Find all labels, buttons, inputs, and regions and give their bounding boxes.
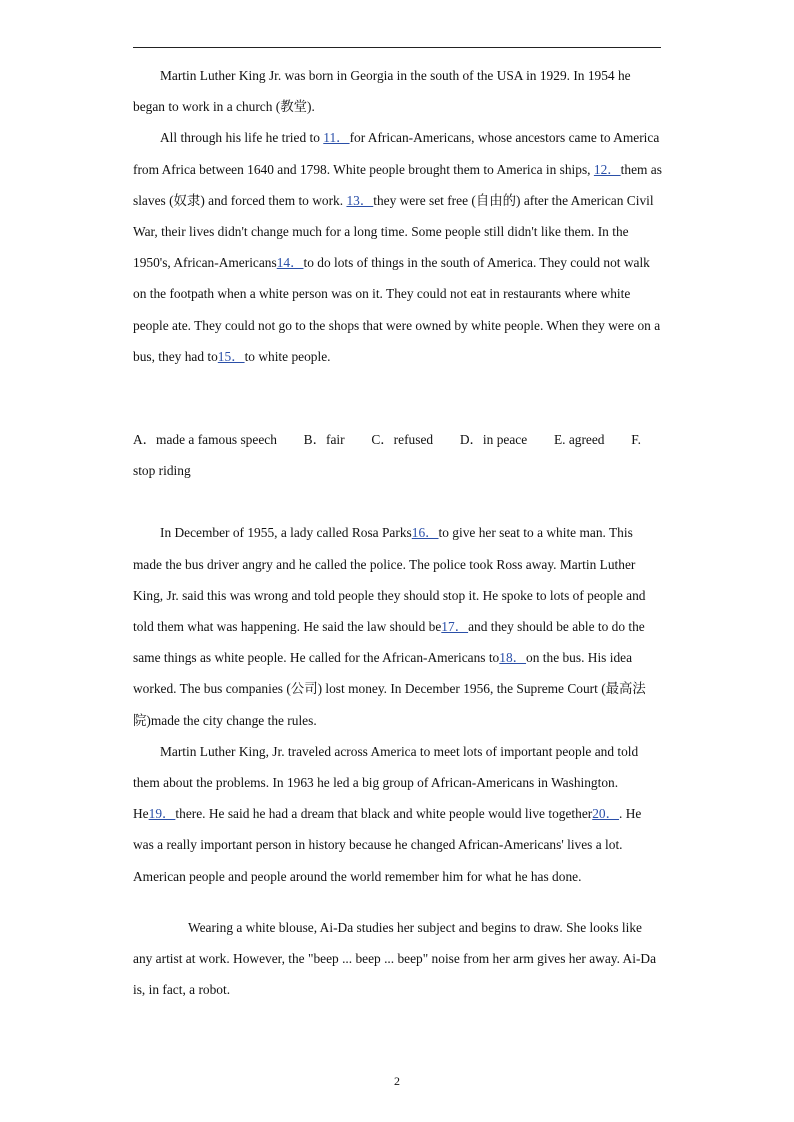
- text-segment: to do lots of things in the south of America. They could not walk on the footpath when a white person was on it. They could not eat in restaurants where white people ate. They could not go to the shops that were owned by white people. When they were on a bus, they had to: [133, 255, 661, 364]
- passage3-paragraph1: Wearing a white blouse, Ai-Da studies her subject and begins to draw. She looks like any artist at work. However, the "beep ... beep ... beep" noise from her arm gives her away. Ai-Da is, in fact, a robot.: [133, 919, 657, 998]
- text-segment: there. He said he had a dream that black and white people would live together: [175, 806, 593, 822]
- text-segment: . He was a really important person in history because he changed African-Americans' lives a lot. American people and people around the world remember him for what he has done.: [133, 806, 642, 884]
- blank-20[interactable]: 20．: [592, 806, 620, 822]
- spacer: [133, 486, 663, 517]
- blank-19[interactable]: 19．: [148, 806, 176, 822]
- blank-15[interactable]: 15．: [217, 348, 245, 364]
- text-segment: they were set free (自由的) after the American Civil War, their lives didn't change much for a long time. Some people still didn't like them. In the 1950's, African-Americans: [133, 192, 654, 271]
- blank-11[interactable]: 11．: [323, 130, 350, 146]
- spacer: [133, 372, 663, 424]
- passage2-paragraph2: [133, 736, 663, 892]
- blank-18[interactable]: 18．: [499, 650, 527, 666]
- blank-13[interactable]: 13．: [346, 192, 374, 208]
- document-page: [133, 60, 663, 1005]
- answer-options: A．made a famous speech B．fair C．refused D．in peace E. agreed F. stop riding: [133, 432, 642, 479]
- spacer: [133, 892, 663, 912]
- text-segment: All through his life he tried to: [160, 130, 324, 146]
- text-segment: and they should be able to do the same things as white people. He called for the African-Americans to: [133, 619, 645, 666]
- blank-14[interactable]: 14．: [276, 255, 304, 271]
- text-segment: to white people.: [244, 348, 331, 364]
- passage1-paragraph1: Martin Luther King Jr. was born in Georgia in the south of the USA in 1929. In 1954 he began to work in a church (教堂).: [133, 68, 631, 115]
- text-segment: on the bus. His idea worked. The bus companies (公司) lost money. In December 1956, the Supreme Court (最高法院)made the city change the rules.: [133, 650, 646, 728]
- blank-16[interactable]: 16．: [411, 525, 439, 541]
- blank-17[interactable]: 17．: [441, 619, 469, 635]
- blank-12[interactable]: 12．: [593, 161, 621, 177]
- text-segment: Martin Luther King, Jr. traveled across America to meet lots of important people and told them about the problems. In 1963 he led a big group of African-Americans in Washington. He: [133, 743, 639, 822]
- header-rule: [133, 47, 661, 48]
- text-segment: for African-Americans, whose ancestors came to America from Africa between 1640 and 1798. White people brought them to America in ships,: [133, 130, 660, 177]
- page-number: 2: [394, 1074, 400, 1088]
- text-segment: In December of 1955, a lady called Rosa Parks: [160, 525, 412, 541]
- text-segment: to give her seat to a white man. This made the bus driver angry and he called the police. The police took Ross away. Martin Luther King, Jr. said this was wrong and told people they should stop it. He spoke to lots of people and told them what was happening. He said the law should be: [133, 525, 646, 635]
- text-segment: them as slaves (奴隶) and forced them to work.: [133, 161, 662, 208]
- passage2-paragraph1: [133, 517, 663, 735]
- passage1-paragraph2: [133, 122, 663, 372]
